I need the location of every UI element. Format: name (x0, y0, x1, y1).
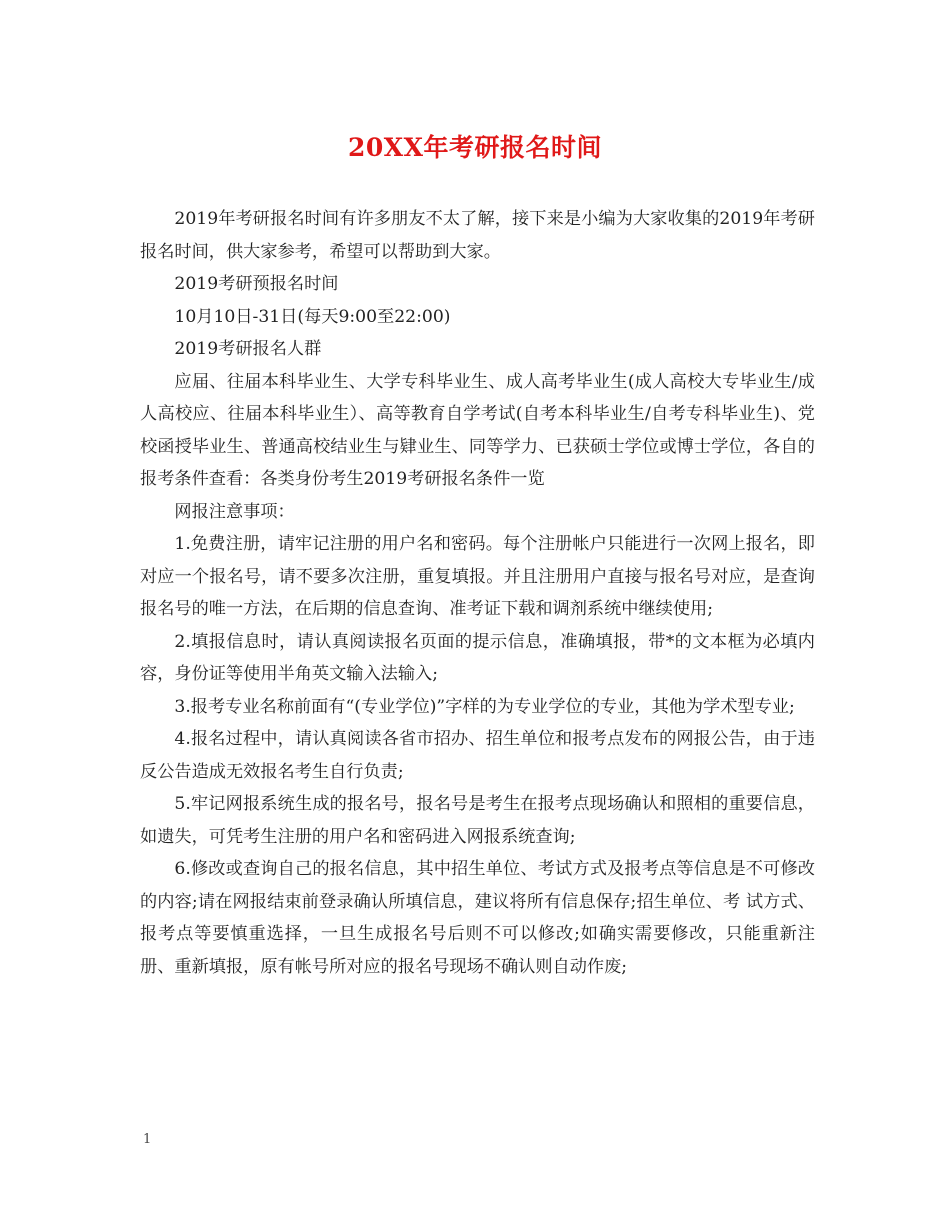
eligible-applicants-heading: 2019考研报名人群 (174, 339, 322, 359)
pre-registration-dates: 10月10日-31日(每天9:00至22:00) (174, 306, 451, 327)
note-item-2: 2.填报信息时，请认真阅读报名页面的提示信息，准确填报，带*的文本框为必填内容，身份证等使用半角英文输入法输入; (140, 631, 815, 684)
eligible-applicants-paragraph: 应届、往届本科毕业生、大学专科毕业生、成人高考毕业生(成人高校大专毕业生/成人高校应、往届本科毕业生）、高等教育自学考试(自考本科毕业生/自考专科毕业生)、党校函授毕业生、普通高校结业生与肄业生、同等学力、已获硕士学位或博士学位，各自的报考条件查看：各类身份考生2019考研报名条件一览 (140, 371, 815, 489)
online-notes-heading: 网报注意事项： (174, 501, 295, 522)
note-item-4: 4.报名过程中，请认真阅读各省市招办、招生单位和报考点发布的网报公告，由于违反公告造成无效报名考生自行负责; (140, 729, 815, 782)
page-number: 1 (143, 1132, 152, 1147)
pre-registration-heading: 2019考研预报名时间 (174, 274, 339, 294)
note-item-6: 6.修改或查询自己的报名信息，其中招生单位、考试方式及报考点等信息是不可修改的内容;请在网报结束前登录确认所填信息，建议将所有信息保存;招生单位、考 试方式、报考点等要慎重选择，一旦生成报名号后则不可以修改;如确实需要修改，只能重新注册、重新填报，原有帐号所对应的报名号现场不确认则自动作废; (140, 859, 815, 977)
note-item-3: 3.报考专业名称前面有“(专业学位)”字样的为专业学位的专业，其他为学术型专业; (174, 696, 795, 717)
document-body (140, 203, 815, 983)
note-item-5: 5.牢记网报系统生成的报名号，报名号是考生在报考点现场确认和照相的重要信息，如遗失，可凭考生注册的用户名和密码进入网报系统查询; (140, 794, 815, 847)
document-title: 20XX年考研报名时间 (347, 133, 603, 162)
intro-paragraph: 2019年考研报名时间有许多朋友不太了解，接下来是小编为大家收集的2019年考研报名时间，供大家参考，希望可以帮助到大家。 (140, 209, 815, 262)
note-item-1: 1.免费注册，请牢记注册的用户名和密码。每个注册帐户只能进行一次网上报名，即对应一个报名号，请不要多次注册，重复填报。并且注册用户直接与报名号对应，是查询报名号的唯一方法，在后期的信息查询、准考证下载和调剂系统中继续使用; (140, 534, 815, 619)
